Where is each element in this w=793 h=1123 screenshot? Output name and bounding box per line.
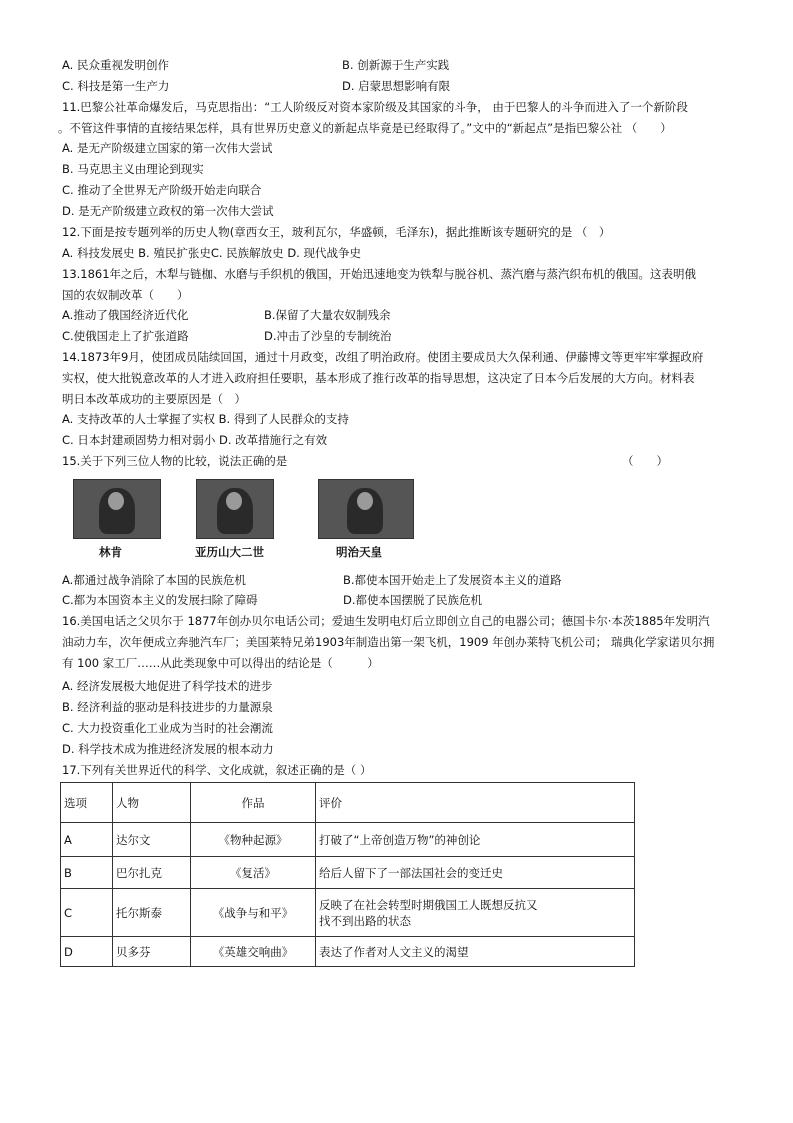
q13-stem-line1: 13.1861年之后，木犁与链枷、水磨与手织机的俄国，开始迅速地变为铁犁与脱谷机、蒸汽磨与蒸汽织布机的俄国。这表明俄	[62, 267, 697, 281]
row-work: 《战争与和平》	[191, 889, 316, 937]
row-person: 巴尔扎克	[113, 857, 191, 889]
q10-option-a: A. 民众重视发明创作	[62, 58, 169, 72]
q11-stem-line2: 。不管这件事情的直接结果怎样，具有世界历史意义的新起点毕竟是已经取得了。”文中的“新起点”是指巴黎公社 （ ）	[58, 121, 672, 135]
q15-stem: 15.关于下列三位人物的比较，说法正确的是	[62, 454, 288, 468]
q11-stem-line1: 11.巴黎公社革命爆发后，马克思指出：“工人阶级反对资本家阶级及其国家的斗争， 由于巴黎人的斗争而进入了一个新阶段	[62, 100, 688, 114]
q15-option-a: A.都通过战争消除了本国的民族危机	[62, 573, 246, 587]
q10-option-d: D. 启蒙思想影响有限	[342, 79, 451, 93]
q15-option-c: C.都为本国资本主义的发展扫除了障碍	[62, 593, 258, 607]
q11-option-b: B. 马克思主义由理论到现实	[62, 162, 204, 176]
table-row	[61, 889, 635, 937]
alexander-ii-portrait	[196, 479, 274, 539]
q13-option-d: D.冲击了沙皇的专制统治	[264, 329, 392, 343]
q11-option-c: C. 推动了全世界无产阶级开始走向联合	[62, 183, 262, 197]
q11-option-a: A. 是无产阶级建立国家的第一次伟大尝试	[62, 141, 273, 155]
row-evaluation: 表达了作者对人文主义的渴望	[316, 937, 635, 967]
row-option: A	[61, 823, 113, 857]
q16-stem-line2: 油动力车，次年便成立奔驰汽车厂；美国莱特兄弟1903年制造出第一架飞机，1909 年创办莱特飞机公司； 瑞典化学家诺贝尔拥	[62, 635, 715, 649]
row-work: 《复活》	[191, 857, 316, 889]
q12-stem: 12.下面是按专题列举的历史人物(章西女王，玻利瓦尔，华盛顿，毛泽东)，据此推断该专题研究的是 （ ）	[62, 225, 611, 239]
caption-meiji: 明治天皇	[336, 545, 382, 559]
row-person: 托尔斯泰	[113, 889, 191, 937]
lincoln-portrait	[73, 479, 161, 539]
caption-alexander-ii: 亚历山大二世	[195, 545, 264, 559]
q15-answer-bracket: （ ）	[622, 454, 668, 468]
header-evaluation: 评价	[316, 783, 635, 823]
q11-option-d: D. 是无产阶级建立政权的第一次伟大尝试	[62, 204, 274, 218]
q16-stem-line1: 16.美国电话之父贝尔于 1877年创办贝尔电话公司；爱迪生发明电灯后立即创立自己的电器公司；德国卡尔·本茨1885年发明汽	[62, 614, 710, 628]
q14-options-cd: C. 日本封建顽固势力相对弱小 D. 改革措施行之有效	[62, 433, 328, 447]
row-person: 贝多芬	[113, 937, 191, 967]
row-evaluation: 给后人留下了一部法国社会的变迁史	[316, 857, 635, 889]
q13-stem-line2: 国的农奴制改革（ ）	[62, 288, 189, 302]
q14-stem-line2: 实权，使大批锐意改革的人才进入政府担任要职，基本形成了推行改革的指导思想，这决定了日本今后发展的大方向。材料表	[62, 371, 695, 385]
header-person: 人物	[113, 783, 191, 823]
table-row	[61, 857, 635, 889]
q16-option-d: D. 科学技术成为推进经济发展的根本动力	[62, 742, 274, 756]
row-evaluation: 打破了“上帝创造万物”的神创论	[316, 823, 635, 857]
q12-options: A. 科技发展史 B. 殖民扩张史C. 民族解放史 D. 现代战争史	[62, 246, 361, 260]
table-row	[61, 937, 635, 967]
q14-stem-line3: 明日本改革成功的主要原因是（ ）	[62, 392, 246, 406]
q16-option-a: A. 经济发展极大地促进了科学技术的进步	[62, 679, 273, 693]
q10-option-c: C. 科技是第一生产力	[62, 79, 170, 93]
q13-option-a: A.推动了俄国经济近代化	[62, 308, 189, 322]
q13-option-c: C.使俄国走上了扩张道路	[62, 329, 189, 343]
q16-stem-line3: 有 100 家工厂……从此类现象中可以得出的结论是（ ）	[62, 656, 379, 670]
q16-option-b: B. 经济利益的驱动是科技进步的力量源泉	[62, 700, 273, 714]
meiji-emperor-portrait	[318, 479, 414, 539]
row-work: 《英雄交响曲》	[191, 937, 316, 967]
q14-options-ab: A. 支持改革的人士掌握了实权 B. 得到了人民群众的支持	[62, 412, 349, 426]
row-option: B	[61, 857, 113, 889]
row-person: 达尔文	[113, 823, 191, 857]
row-option: C	[61, 889, 113, 937]
q17-stem: 17.下列有关世界近代的科学、文化成就，叙述正确的是（ ）	[62, 763, 372, 777]
q10-option-b: B. 创新源于生产实践	[342, 58, 450, 72]
q15-option-b: B.都使本国开始走上了发展资本主义的道路	[343, 573, 562, 587]
header-option: 选项	[61, 783, 113, 823]
table-header-row	[61, 783, 635, 823]
header-work: 作品	[191, 783, 316, 823]
row-option: D	[61, 937, 113, 967]
q17-table	[60, 782, 635, 967]
table-row	[61, 823, 635, 857]
row-work: 《物种起源》	[191, 823, 316, 857]
row-evaluation-line1: 反映了在社会转型时期俄国工人既想反抗又	[319, 897, 538, 912]
row-evaluation-line2: 找不到出路的状态	[319, 913, 411, 928]
q15-option-d: D.都使本国摆脱了民族危机	[343, 593, 483, 607]
q14-stem-line1: 14.1873年9月，使团成员陆续回国，通过十月政变，改组了明治政府。使团主要成员大久保利通、伊藤博文等更牢牢掌握政府	[62, 350, 704, 364]
q13-option-b: B.保留了大量农奴制残余	[264, 308, 391, 322]
q16-option-c: C. 大力投资重化工业成为当时的社会潮流	[62, 721, 273, 735]
row-evaluation	[316, 889, 635, 937]
caption-lincoln: 林肯	[99, 545, 122, 559]
